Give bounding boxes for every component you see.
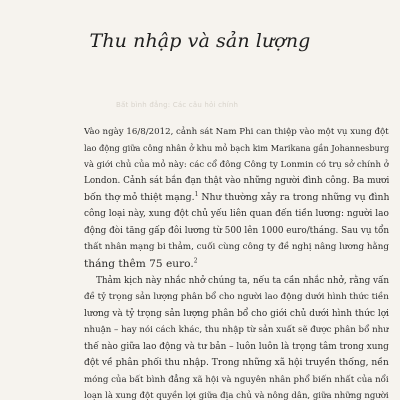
- text-line: thất nhân mạng bi thảm, cuối cùng công ty đề nghị nâng lương hằng: [84, 242, 389, 253]
- text-line: loạn là xung đột quyền lợi giữa địa chủ và nông dân, giữa những người: [84, 391, 389, 400]
- text-line: [84, 256, 389, 272]
- paragraph-1: [84, 124, 389, 272]
- text-line: đề tỷ trọng sản lượng phân bổ cho người lao động dưới hình thức tiền: [84, 292, 389, 303]
- text-line-start: tháng thêm 75 euro.: [84, 257, 194, 270]
- text-line: London. Cảnh sát bắn đạn thật vào những người đình công. Ba mươi: [84, 176, 389, 187]
- text-line-start: bốn thợ mỏ thiệt mạng.: [84, 191, 195, 203]
- chapter-title: Thu nhập và sản lượng: [89, 30, 311, 52]
- text-line: lương và tỷ trọng sản lượng phân bổ cho giới chủ dưới hình thức lợi: [84, 308, 389, 319]
- bleed-through-text: Bất bình đẳng: Các câu hỏi chính: [116, 101, 239, 109]
- text-line: thế nào giữa lao động và tư bản – luôn luôn là trọng tâm trong xung: [84, 341, 389, 352]
- text-line-end: Như thường xảy ra trong những vụ đình: [198, 191, 389, 203]
- text-line: Thảm kịch này nhắc nhở chúng ta, nếu ta cần nhắc nhở, rằng vấn: [96, 276, 389, 286]
- text-line: lao động giữa công nhân ở khu mỏ bạch kim Marikana gần Johannesburg: [84, 143, 389, 154]
- text-line: và giới chủ của mỏ này: các cổ đông Công ty Lonmin có trụ sở chính ở: [84, 159, 389, 170]
- text-line: đột về phân phối thu nhập. Trong những xã hội truyền thống, nền: [84, 358, 389, 369]
- text-line: công loại này, xung đột chủ yếu liên quan đến tiền lương: người lao: [84, 209, 389, 220]
- text-line: móng của bất bình đẳng xã hội và nguyên nhân phổ biến nhất của nổi: [84, 374, 389, 385]
- text-line: Vào ngày 16/8/2012, cảnh sát Nam Phi can thiệp vào một vụ xung đột: [84, 127, 389, 137]
- text-line: động đòi tăng gấp đôi lương từ 500 lên 1000 euro/tháng. Sau vụ tổn: [84, 225, 389, 236]
- text-line: nhuận – hay nói cách khác, thu nhập từ sản xuất sẽ được phân bổ như: [84, 325, 389, 336]
- paragraph-2: [84, 273, 389, 400]
- footnote-marker[interactable]: 1: [194, 190, 199, 198]
- text-line: [84, 190, 389, 206]
- footnote-marker[interactable]: 2: [193, 256, 198, 264]
